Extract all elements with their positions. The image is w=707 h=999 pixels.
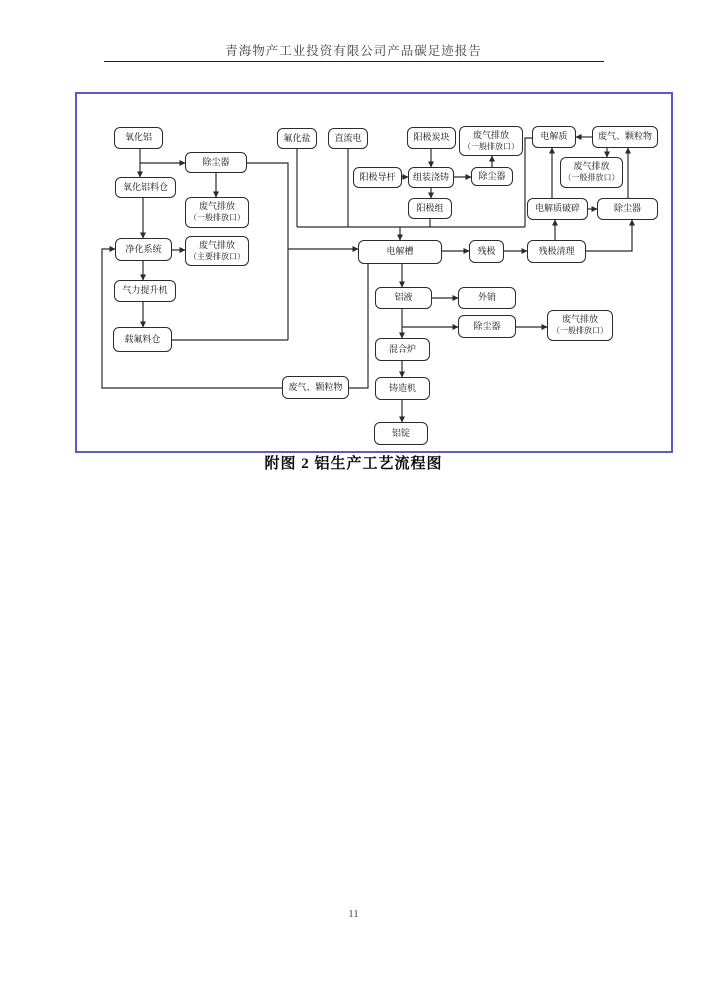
node-assembly-casting: 组装浇铸 [408, 167, 454, 188]
node-exhaust-general-3: 废气排放 （一般排放口） [560, 157, 623, 188]
page-number: 11 [348, 908, 359, 920]
node-aluminum-ingot: 铝锭 [374, 422, 428, 445]
figure-caption: 附图 2 铝生产工艺流程图 [264, 456, 443, 472]
node-pneumatic-elevator: 气力提升机 [114, 280, 176, 302]
node-anode-butt: 残极 [469, 240, 504, 263]
node-anode-rod: 阳极导杆 [353, 167, 402, 188]
node-exhaust-particulate-top: 废气、颗粒物 [592, 126, 658, 148]
node-electrolyte-crushing: 电解质破碎 [527, 198, 588, 220]
node-exhaust-main: 废气排放 （主要排放口） [185, 236, 249, 266]
header-title: 青海物产工业投资有限公司产品碳足迹报告 [225, 44, 482, 58]
node-purification-system: 净化系统 [115, 238, 172, 261]
node-mixing-furnace: 混合炉 [375, 338, 430, 361]
node-dust-collector-4: 除尘器 [458, 315, 516, 338]
node-dc-power: 直流电 [328, 128, 368, 149]
node-exhaust-particulate-bottom: 废气、颗粒物 [282, 376, 349, 399]
node-electrolyte: 电解质 [532, 126, 576, 148]
node-dust-collector-2: 除尘器 [471, 167, 513, 186]
node-external-sale: 外销 [458, 287, 516, 309]
node-fluoride-salt: 氟化盐 [277, 128, 317, 149]
node-anode-carbon-block: 阳极炭块 [407, 127, 456, 149]
node-casting-machine: 铸造机 [375, 377, 430, 400]
node-electrolysis-cell: 电解槽 [358, 240, 442, 264]
node-molten-aluminum: 铝液 [375, 287, 432, 309]
node-butt-cleaning: 残极清理 [527, 240, 586, 263]
node-exhaust-general-4: 废气排放 （一般排放口） [547, 310, 613, 341]
node-anode-group: 阳极组 [408, 198, 452, 219]
node-alumina-silo: 氧化铝料仓 [115, 177, 176, 198]
node-exhaust-general-2: 废气排放 （一般排放口） [459, 126, 523, 156]
node-dust-collector-1: 除尘器 [185, 152, 247, 173]
node-fluoride-silo: 载氟料仓 [113, 327, 172, 352]
node-dust-collector-3: 除尘器 [597, 198, 658, 220]
node-alumina: 氧化铝 [114, 127, 163, 149]
node-exhaust-general-1: 废气排放 （一般排放口） [185, 197, 249, 228]
